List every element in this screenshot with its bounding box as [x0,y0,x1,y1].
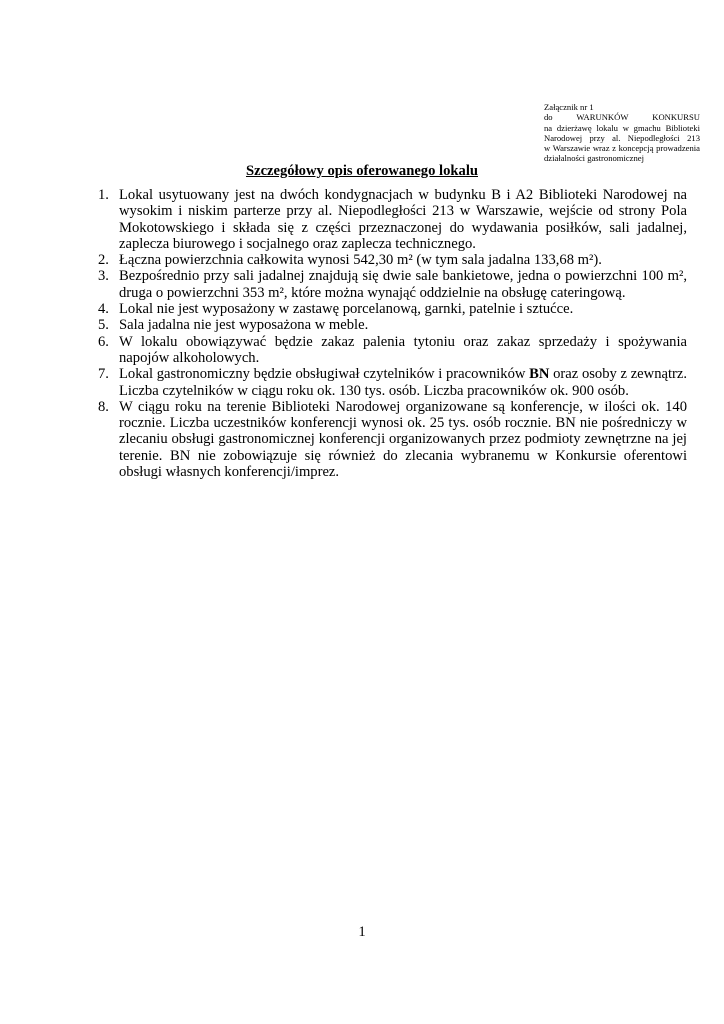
list-item-number: 4. [98,301,109,318]
list-item [96,268,687,301]
list-item [96,334,687,367]
list-item [96,187,687,252]
list-item-text: W lokalu obowiązywać będzie zakaz palenia tytoniu oraz zakaz sprzedaży i spożywania napojów alkoholowych. [119,333,687,366]
list-item-number: 7. [98,366,109,383]
annex-line: Załącznik nr 1 [544,102,594,112]
list-item [96,399,687,480]
list-item-text-start: Lokal gastronomiczny będzie obsługiwał czytelników i pracowników [119,366,530,383]
list-item [96,366,687,399]
annex-note [544,102,700,164]
list-item [96,301,687,317]
list-item-number: 6. [98,333,109,350]
list-item-text-end: oraz osoby z zewnątrz. Liczba czytelników w ciągu roku ok. 130 tys. osób. Liczba pracowników ok. 900 osób. [119,366,688,399]
list-item-number: 1. [98,187,109,203]
list-item-text: Sala jadalna nie jest wyposażona w meble. [119,317,369,334]
description-list [96,187,687,480]
annex-line: w Warszawie wraz z koncepcją prowadzenia [544,143,700,154]
list-item-bold-abbreviation: BN [529,366,550,383]
list-item-text: Lokal usytuowany jest na dwóch kondygnacjach w budynku B i A2 Biblioteki Narodowej na wysokim i niskim parterze przy al. Niepodległości 213 w Warszawie, wejście od strony Pola Mokotowskiego i składa się z części przeznaczonej do wydawania posiłków, sali jadalnej, zaplecza biurowego i socjalnego oraz zaplecza technicznego. [119,187,687,252]
list-item [96,252,687,268]
page-number: 1 [358,924,366,940]
list-item-number: 2. [98,252,109,269]
list-item-text: Lokal nie jest wyposażony w zastawę porcelanową, garnki, patelnie i sztućce. [119,301,574,318]
annex-line: Narodowej przy al. Niepodległości 213 [544,132,700,143]
annex-line: do WARUNKÓW KONKURSU [544,112,700,123]
list-item-text: Łączna powierzchnia całkowita wynosi 542,30 m² (w tym sala jadalna 133,68 m²). [119,252,602,269]
list-item-number: 5. [98,317,109,334]
list-item-number: 8. [98,398,109,415]
annex-line: na dzierżawę lokalu w gmachu Biblioteki [544,122,700,133]
list-item-text: Bezpośrednio przy sali jadalnej znajdują się dwie sale bankietowe, jedna o powierzchni 100 m², druga o powierzchni 353 m², które można wynająć oddzielnie na obsługę cateringową. [119,268,687,301]
annex-line: działalności gastronomicznej [544,153,644,164]
list-item-number: 3. [98,268,109,285]
document-title: Szczegółowy opis oferowanego lokalu [245,163,478,179]
list-item-text: W ciągu roku na terenie Biblioteki Narodowej organizowane są konferencje, w ilości ok. 140 rocznie. Liczba uczestników konferencji wynosi ok. 25 tys. osób rocznie. BN nie pośredniczy w zlecaniu obsługi gastronomicznej konferencji organizowanych przez podmioty zewnętrzne na jej terenie. BN nie zobowiązuje się również do zlecania wybranemu w Konkursie oferentowi obsługi własnych konferencji/imprez. [119,398,687,481]
list-item [96,317,687,333]
